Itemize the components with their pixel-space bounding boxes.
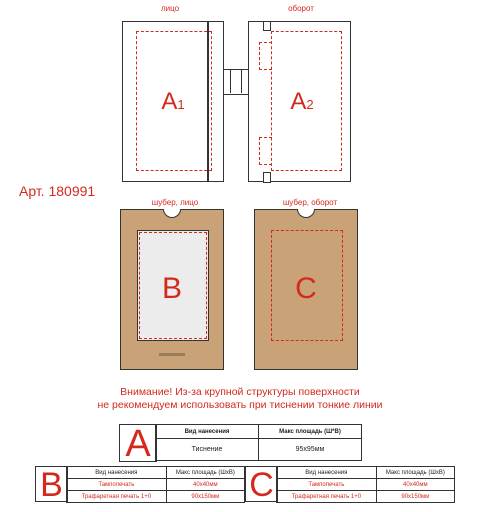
- table-b-col1: Вид нанесения: [67, 467, 167, 479]
- table-a-col1: Вид нанесения: [156, 425, 259, 439]
- table-a-method: Тиснение: [156, 439, 259, 461]
- thumb-notch-front: [163, 209, 181, 218]
- notebook-back: [248, 21, 351, 182]
- table-a-col2: Макс площадь (Ш*В): [259, 425, 362, 439]
- table-b-row1-method: Тампопечать: [67, 479, 167, 491]
- table-c-col2: Макс площадь (ШхВ): [376, 467, 454, 479]
- zone-b-letter: B: [161, 272, 182, 305]
- table-b-row1-size: 40х40мм: [166, 479, 244, 491]
- zone-c-letter: C: [295, 272, 317, 305]
- warning-line-1: Внимание! Из-за крупной структуры поверхности: [120, 386, 360, 398]
- table-b: [66, 466, 245, 503]
- table-c-col1: Вид нанесения: [277, 467, 377, 479]
- zone-a2-notch-top: [259, 42, 272, 70]
- zone-a1-sub: 1: [177, 97, 185, 112]
- pen-loop: [223, 69, 249, 95]
- table-b-row2-method: Трафаретная печать 1+0: [67, 491, 167, 503]
- zone-a1-letter: A: [161, 88, 178, 115]
- caption-back: оборот: [288, 4, 314, 13]
- spine-clip-bottom: [263, 172, 271, 183]
- zone-a1-label: [153, 88, 193, 116]
- table-b-letter: B: [35, 466, 68, 502]
- caption-slip-front: шубер, лицо: [151, 198, 199, 207]
- caption-slip-back: шубер, оборот: [282, 198, 338, 207]
- table-a-letter: A: [119, 424, 157, 462]
- table-c-row1-size: 40х40мм: [376, 479, 454, 491]
- caption-front: лицо: [160, 4, 180, 13]
- zone-a2-sub: 2: [306, 97, 314, 112]
- notebook-front: [122, 21, 224, 182]
- table-c-letter: C: [245, 466, 278, 502]
- article-number: Арт. 180991: [19, 183, 96, 199]
- brand-mark: [159, 353, 185, 356]
- table-c-row2-size: 90х150мм: [376, 491, 454, 503]
- table-c-row1-method: Тампопечать: [277, 479, 377, 491]
- zone-a2-notch-bottom: [259, 137, 272, 165]
- slip-back: [254, 209, 358, 370]
- table-c: [276, 466, 455, 503]
- warning-line-2: не рекомендуем использовать при тиснении тонкие линии: [97, 399, 383, 411]
- zone-a2-letter: A: [290, 88, 307, 115]
- table-b-row2-size: 90х150мм: [166, 491, 244, 503]
- table-a-size: 95х95мм: [259, 439, 362, 461]
- thumb-notch-back: [297, 209, 315, 218]
- table-b-col2: Макс площадь (ШхВ): [166, 467, 244, 479]
- table-a: [155, 424, 362, 461]
- warning-text: [60, 386, 420, 412]
- elastic-band: [207, 21, 209, 182]
- spine-clip-top: [263, 21, 271, 31]
- zone-a2-label: [282, 88, 322, 116]
- slip-front: [120, 209, 224, 370]
- table-c-row2-method: Трафаретная печать 1+0: [277, 491, 377, 503]
